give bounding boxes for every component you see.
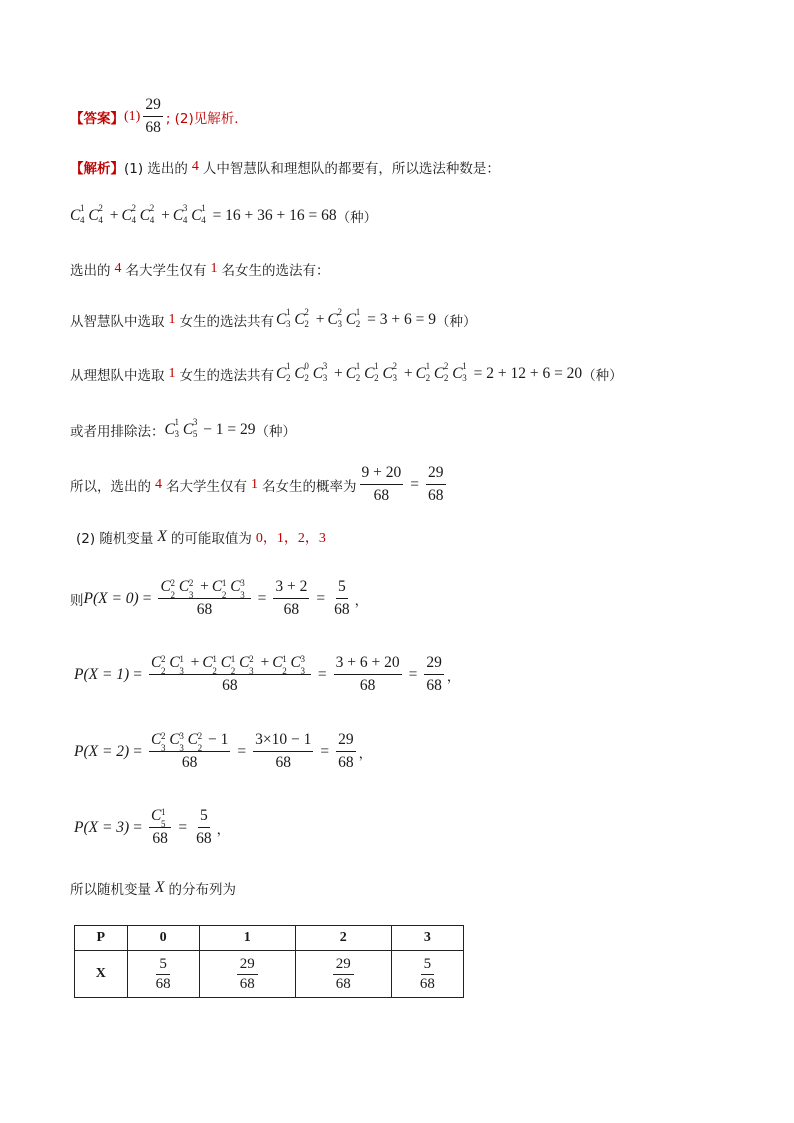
table-header-cell: 3 — [391, 926, 463, 951]
px0-f2-num: 3 + 2 — [273, 578, 309, 599]
l5-unit: （种） — [582, 368, 623, 384]
l7-text-c: 名女生的概率为 — [262, 478, 357, 495]
combination-term: C 1 2 — [345, 307, 361, 329]
l6-text-a: 或者用排除法： — [70, 424, 165, 440]
distribution-table — [74, 925, 464, 998]
px2-tail: − 1 — [208, 731, 229, 748]
px3-fraction-1 — [149, 807, 171, 848]
combination-term: C 1 4 — [191, 203, 206, 225]
combination-term: C 3 4 — [172, 203, 188, 225]
equals-sign: = — [142, 589, 152, 607]
l4-text-a: 从智慧队中选取 — [70, 314, 165, 330]
answer-rest: ; (2)见解析. — [165, 110, 239, 127]
analysis-tag: 【解析】 — [70, 161, 124, 177]
px1-fraction-3 — [424, 654, 444, 695]
l7-f1-num: 9 + 20 — [360, 464, 404, 485]
px2-fraction-1 — [149, 731, 230, 772]
combination-term: C 2 2 — [160, 578, 175, 600]
table-header-cell: 2 — [295, 926, 391, 951]
combination-term: C 3 3 — [169, 731, 184, 753]
answer-frac-num: 29 — [143, 96, 163, 117]
cell-den: 68 — [239, 975, 255, 992]
table-cell — [391, 951, 463, 998]
equals-sign: = — [317, 665, 327, 683]
combination-term: C 1 3 — [169, 654, 184, 676]
px1-line — [74, 654, 460, 695]
table-cell — [295, 951, 391, 998]
p1-num: 4 — [191, 159, 199, 174]
px2-f1-num — [149, 731, 230, 752]
comma: ， — [216, 821, 231, 838]
px1-fraction-1 — [149, 654, 311, 695]
table-header-cell: 0 — [127, 926, 199, 951]
table-cell — [199, 951, 295, 998]
eq1-result: = 16 + 36 + 16 = 68 — [212, 207, 337, 224]
px0-f3-den: 68 — [334, 601, 350, 618]
px1-f2-num: 3 + 6 + 20 — [334, 654, 402, 675]
combination-term: C 1 5 — [150, 807, 166, 829]
l7-text-b: 名大学生仅有 — [166, 478, 247, 495]
l3-text-b: 名大学生仅有 — [125, 263, 207, 279]
table-cell — [127, 951, 199, 998]
p2-text-a: (2) 随机变量 — [76, 531, 154, 547]
combination-term: C 1 3 — [276, 307, 291, 329]
px0-fraction-3 — [332, 578, 352, 619]
table-header-cell: 1 — [199, 926, 295, 951]
l3-num1: 4 — [114, 261, 122, 276]
l5-text-a: 从理想队中选取 — [70, 368, 165, 384]
l7-f2-den: 68 — [428, 487, 444, 504]
analysis-line-7 — [70, 464, 449, 505]
px0-fraction-1 — [158, 578, 250, 619]
combination-term: C 3 3 — [230, 578, 245, 600]
combination-term: C 2 3 — [382, 361, 397, 383]
l4-equation: C 1 3 C 2 2 + C 2 3 C 1 2 = 3 + 6 = 9 — [276, 307, 436, 329]
combination-term: C 2 4 — [88, 203, 103, 225]
px1-f1-num: C 2 2 C 1 3 + C 1 2 C 1 2 C 2 3 + C 1 2 C 3 3 — [149, 654, 311, 675]
px1-f3-num: 29 — [424, 654, 444, 675]
combination-term: C 1 2 — [211, 578, 227, 600]
equals-sign: = — [133, 742, 142, 760]
answer-line — [70, 96, 239, 137]
l6-equation — [164, 417, 256, 439]
px1-fraction-2 — [334, 654, 402, 695]
px3-lhs: P(X = 3) — [74, 818, 130, 836]
combination-term: C 1 2 — [415, 361, 431, 383]
px2-f2-num: 3×10 − 1 — [253, 731, 313, 752]
combination-term: C 2 4 — [139, 203, 155, 225]
combination-term: C 2 2 — [433, 361, 449, 383]
combination-term: C 3 3 — [312, 361, 328, 383]
l7-text-a: 所以，选出的 — [70, 478, 151, 495]
combination-term: C 1 2 — [345, 361, 361, 383]
l4-text-b: 女生的选法共有 — [179, 314, 274, 330]
equals-sign: = — [316, 589, 326, 607]
cell-num: 5 — [421, 956, 435, 975]
px2-fraction-3 — [336, 731, 356, 772]
cell-den: 68 — [335, 975, 351, 992]
px3-f2-den: 68 — [196, 830, 212, 847]
equals-sign: = — [237, 742, 247, 760]
combination-term: C 2 4 — [121, 203, 136, 225]
combination-term: C 1 3 — [164, 417, 179, 439]
px0-f1-num: C 2 2 C 2 3 + C 1 2 C 3 3 — [158, 578, 250, 599]
p1-rest: 人中智慧队和理想队的都要有，所以选法种数是： — [202, 161, 500, 177]
l5-equation: C 1 2 C 0 2 C 3 3 + C 1 2 C 1 2 C 2 3 + C 1 2 C 2 2 C 1 3 = 2 + 12 + 6 = 20 — [276, 361, 583, 383]
answer-frac-den: 68 — [145, 119, 161, 136]
equals-sign: = — [410, 475, 419, 493]
l3-num2: 1 — [210, 261, 218, 276]
l7-fraction-1 — [360, 464, 404, 505]
px0-lhs: P(X = 0) — [83, 589, 139, 607]
combination-term: C 2 2 — [187, 731, 203, 753]
dist-var: X — [155, 879, 165, 896]
distribution-heading — [70, 878, 236, 898]
table-row — [75, 951, 464, 998]
combination-term: C 2 2 — [294, 307, 309, 329]
cell-den: 68 — [419, 975, 435, 992]
equals-sign: = — [178, 818, 188, 836]
eq1-unit: （种） — [336, 210, 378, 226]
table-header-cell: P — [75, 926, 128, 951]
px0-f2-den: 68 — [283, 601, 300, 618]
answer-fraction — [143, 96, 163, 137]
px1-f1-den: 68 — [222, 677, 238, 694]
combination-term: C 1 4 — [70, 203, 85, 225]
analysis-line-1 — [70, 157, 500, 177]
px2-f2-den: 68 — [275, 754, 291, 771]
p1-prefix: (1) 选出的 — [124, 161, 188, 177]
l3-text-a: 选出的 — [70, 263, 111, 279]
cell-den: 68 — [155, 975, 171, 992]
l4-unit: （种） — [435, 314, 477, 330]
combination-term: C 2 3 — [150, 731, 166, 753]
px0-fraction-2 — [273, 578, 309, 619]
combination-term: C 1 2 — [364, 361, 379, 383]
cell-num: 29 — [333, 956, 354, 975]
l7-num1: 4 — [155, 476, 162, 492]
p2-var: X — [157, 528, 167, 545]
l3-text-c: 名女生的选法有： — [221, 263, 330, 279]
table-header-row — [75, 926, 464, 951]
p2-text-b: 的可能取值为 — [170, 531, 252, 547]
combination-term: C 1 2 — [272, 654, 287, 676]
cell-num: 5 — [156, 956, 170, 975]
l4-num: 1 — [168, 312, 176, 327]
l5-text-b: 女生的选法共有 — [179, 368, 274, 384]
combination-term: C 1 2 — [202, 654, 217, 676]
equation-1: C 1 4 C 2 4 + C 2 4 C 2 4 + C 3 4 C 1 4 = 16 + 36 + 16 = 68 （种） — [70, 203, 378, 226]
combination-term: C 2 3 — [239, 654, 254, 676]
dist-text-a: 所以随机变量 — [70, 882, 151, 898]
px2-fraction-2 — [253, 731, 313, 772]
comma: ， — [446, 668, 461, 685]
part2-line — [76, 527, 326, 547]
comma: ， — [354, 592, 369, 609]
combination-term: C 2 3 — [178, 578, 194, 600]
combination-term: C 3 5 — [182, 417, 198, 439]
equals-sign: = — [133, 665, 142, 683]
comma: ， — [358, 745, 373, 762]
combination-term: C 0 2 — [294, 361, 309, 383]
equals-sign: = — [257, 589, 267, 607]
px1-lhs: P(X = 1) — [74, 665, 130, 683]
analysis-line-6 — [70, 417, 297, 440]
l6-unit: （种） — [255, 424, 297, 440]
combination-term: C 1 2 — [276, 361, 291, 383]
cell-num: 29 — [237, 956, 258, 975]
px0-prefix: 则 — [70, 592, 84, 609]
dist-text-b: 的分布列为 — [168, 882, 236, 898]
px2-line — [74, 731, 372, 772]
combination-term: C 2 3 — [327, 307, 342, 329]
px3-f1-num — [149, 807, 171, 828]
l7-f1-den: 68 — [373, 487, 390, 504]
combination-term: C 1 2 — [220, 654, 236, 676]
px3-line — [74, 807, 230, 848]
l7-num2: 1 — [251, 476, 258, 492]
px3-f1-den: 68 — [152, 830, 168, 847]
l5-result: = 2 + 12 + 6 = 20 — [473, 365, 583, 382]
analysis-line-5 — [70, 361, 623, 384]
px2-f1-den: 68 — [181, 754, 198, 771]
px0-f3-num: 5 — [336, 578, 348, 599]
analysis-line-3 — [70, 259, 330, 279]
combination-term: C 1 3 — [452, 361, 467, 383]
l4-result: = 3 + 6 = 9 — [367, 311, 436, 328]
px2-lhs: P(X = 2) — [74, 742, 130, 760]
l7-f2-num: 29 — [426, 464, 446, 485]
equals-sign: = — [408, 665, 418, 683]
answer-part1: (1) — [124, 108, 141, 124]
px3-fraction-2 — [194, 807, 214, 848]
l5-num: 1 — [168, 366, 176, 381]
table-row-label: X — [75, 951, 128, 998]
combination-term: C 2 2 — [150, 654, 166, 676]
px0-f1-den: 68 — [196, 601, 213, 618]
p2-values: 0，1，2，3 — [255, 531, 326, 546]
px1-f3-den: 68 — [426, 677, 442, 694]
px2-f3-den: 68 — [338, 754, 354, 771]
px1-f2-den: 68 — [359, 677, 376, 694]
l7-fraction-2 — [426, 464, 446, 505]
equals-sign: = — [133, 818, 142, 836]
analysis-line-4 — [70, 307, 477, 330]
equals-sign: = — [320, 742, 330, 760]
answer-tag: 【答案】 — [70, 110, 124, 127]
l6-result: − 1 = 29 — [203, 421, 256, 438]
px3-f2-num: 5 — [198, 807, 210, 828]
px0-line — [70, 578, 368, 619]
px2-f3-num: 29 — [336, 731, 356, 752]
combination-term: C 3 3 — [290, 654, 306, 676]
